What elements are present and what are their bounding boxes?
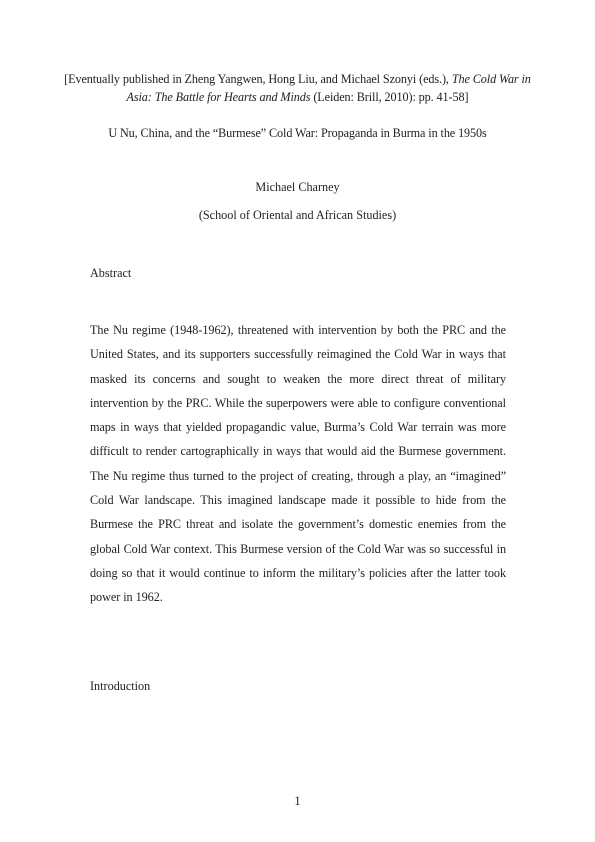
abstract-body: The Nu regime (1948-1962), threatened with intervention by both the PRC and the United States, and its supporters successfully reimagined the Cold War in ways that masked its concerns and sought to weaken the more direct threat of military intervention by the PRC. While the superpowers were able to configure conventional maps in ways that yielded propagandic value, Burma’s Cold War terrain was more difficult to render cartographically in ways that would aid the Burmese government. The Nu regime thus turned to the project of creating, through a play, an “imagined” Cold War landscape. This imagined landscape made it possible to hide from the Burmese the PRC threat and isolate the government’s domestic enemies from the global Cold War context. This Burmese version of the Cold War was so successful in doing so that it would continue to inform the military’s policies after the latter took power in 1962. [90,323,506,605]
introduction-heading: Introduction [90,679,151,693]
publication-note [60,70,535,106]
page-number: 1 [294,794,301,808]
publication-note-suffix: (Leiden: Brill, 2010): pp. 41-58] [310,90,469,104]
book-title: The Cold War in Asia: The Battle for Hearts and Minds [126,72,531,104]
author-name: Michael Charney [255,180,340,194]
paper-title: U Nu, China, and the “Burmese” Cold War: Propaganda in Burma in the 1950s [108,126,487,140]
publication-note-prefix: [Eventually published in Zheng Yangwen, Hong Liu, and Michael Szonyi (eds.), [64,72,452,86]
author-affiliation: (School of Oriental and African Studies) [198,208,397,222]
abstract-heading: Abstract [90,266,132,280]
